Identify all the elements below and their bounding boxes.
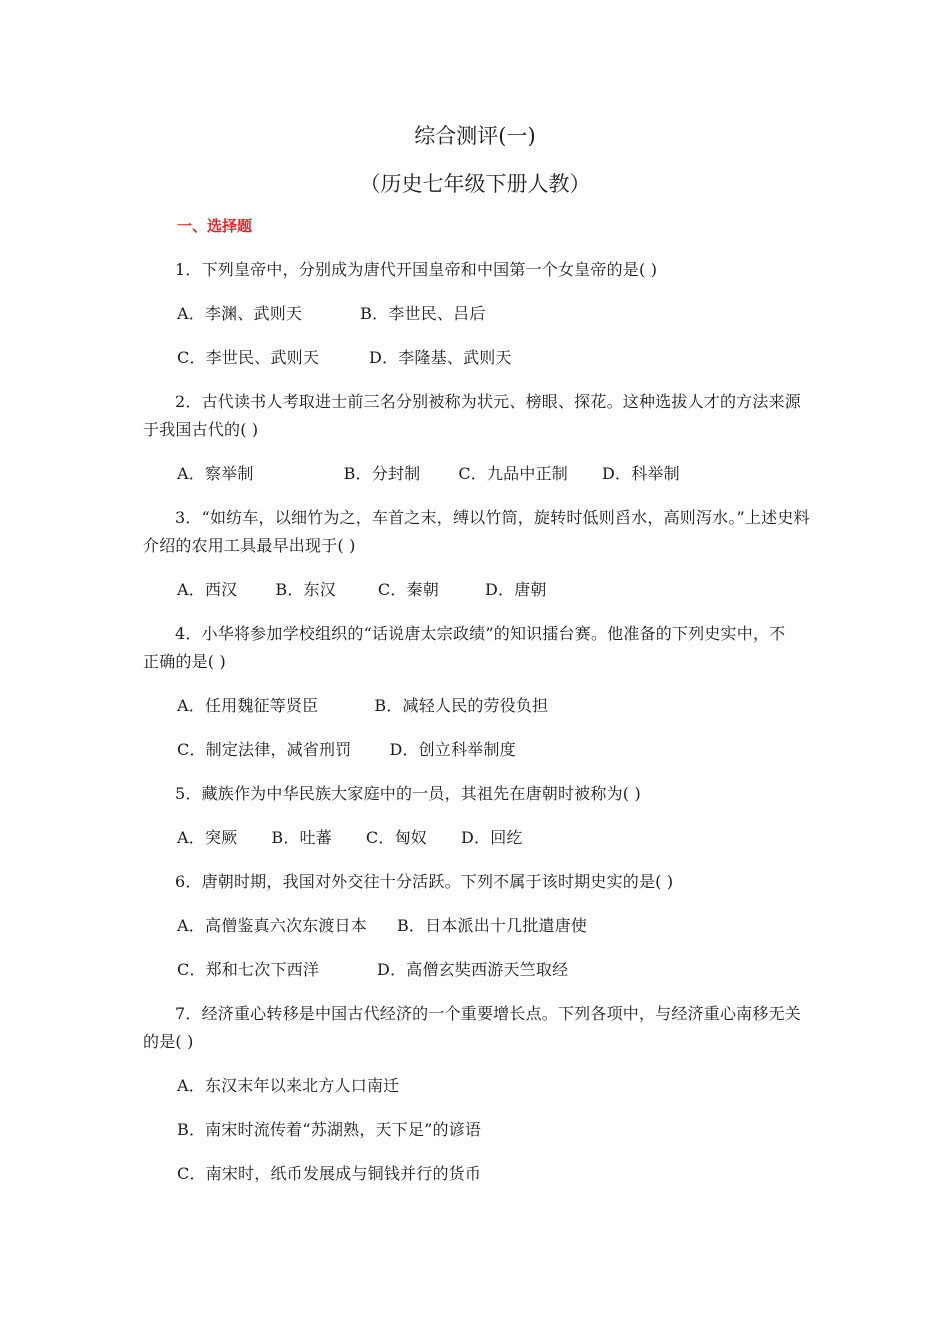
question-7-text: 7．经济重心转移是中国古代经济的一个重要增长点。下列各项中，与经济重心南移无关 xyxy=(175,1004,801,1023)
page-title: 综合测评(一) xyxy=(414,124,536,148)
option-c: C．制定法律，减省刑罚 xyxy=(177,740,352,759)
question-6-options-row-1 xyxy=(177,916,587,936)
question-1-text: 1．下列皇帝中，分别成为唐代开国皇帝和中国第一个女皇帝的是( ) xyxy=(175,260,658,279)
option-a: A．任用魏征等贤臣 xyxy=(177,696,319,715)
question-3-text-continued: 介绍的农用工具最早出现于( ) xyxy=(143,536,356,555)
option-a: A．高僧鉴真六次东渡日本 xyxy=(177,916,367,935)
option-a: A．突厥 xyxy=(177,828,238,847)
option-b: B．减轻人民的劳役负担 xyxy=(374,696,549,715)
page-subtitle: （历史七年级下册人教） xyxy=(359,172,591,196)
question-4-options-row-2 xyxy=(177,740,516,760)
question-1-options-row-2 xyxy=(177,348,512,368)
question-5-options-row-1 xyxy=(177,828,523,848)
question-5-text: 5．藏族作为中华民族大家庭中的一员，其祖先在唐朝时被称为( ) xyxy=(175,784,641,803)
option-b: B．李世民、吕后 xyxy=(360,304,486,323)
option-b: B．东汉 xyxy=(275,580,336,599)
question-6-options-row-2 xyxy=(177,960,568,980)
option-d: D．李隆基、武则天 xyxy=(369,348,512,367)
option-b: B．日本派出十几批遣唐使 xyxy=(396,916,588,935)
question-7-option-b: B．南宋时流传着“苏湖熟，天下足”的谚语 xyxy=(177,1120,482,1139)
option-d: D．回纥 xyxy=(460,828,523,847)
question-2-text: 2．古代读书人考取进士前三名分别被称为状元、榜眼、探花。这种选拔人才的方法来源 xyxy=(175,392,801,411)
question-2-text-continued: 于我国古代的( ) xyxy=(143,420,259,439)
question-7-option-c: C．南宋时，纸币发展成与铜钱并行的货币 xyxy=(177,1164,482,1183)
question-7-text-continued: 的是( ) xyxy=(143,1032,194,1051)
option-d: D．创立科举制度 xyxy=(389,740,516,759)
option-c: C．秦朝 xyxy=(377,580,439,599)
question-6-text: 6．唐朝时期，我国对外交往十分活跃。下列不属于该时期史实的是( ) xyxy=(175,872,674,891)
option-a: A．李渊、武则天 xyxy=(177,304,303,323)
question-3-options-row-1 xyxy=(177,580,547,600)
option-d: D．唐朝 xyxy=(484,580,547,599)
option-b: B．吐蕃 xyxy=(271,828,332,847)
option-a: A．西汉 xyxy=(177,580,238,599)
option-d: D．科举制 xyxy=(601,464,680,483)
question-2-options-row-1 xyxy=(177,464,680,484)
option-b: B．分封制 xyxy=(343,464,421,483)
option-a: A．察举制 xyxy=(177,464,254,483)
question-4-text: 4．小华将参加学校组织的“话说唐太宗政绩”的知识擂台赛。他准备的下列史实中，不 xyxy=(175,624,786,643)
option-c: C．郑和七次下西洋 xyxy=(177,960,320,979)
question-1-options-row-1 xyxy=(177,304,486,324)
question-7-option-a: A．东汉末年以来北方人口南迁 xyxy=(177,1076,400,1095)
question-3-text: 3．“如纺车，以细竹为之，车首之末，缚以竹筒，旋转时低则舀水，高则泻水。”上述史料 xyxy=(175,508,810,527)
option-d: D．高僧玄奘西游天竺取经 xyxy=(377,960,569,979)
section-heading: 一、选择题 xyxy=(177,217,253,235)
option-c: C．九品中正制 xyxy=(458,464,568,483)
question-4-options-row-1 xyxy=(177,696,548,716)
option-c: C．匈奴 xyxy=(365,828,427,847)
question-4-text-continued: 正确的是( ) xyxy=(143,652,226,671)
option-c: C．李世民、武则天 xyxy=(177,348,320,367)
